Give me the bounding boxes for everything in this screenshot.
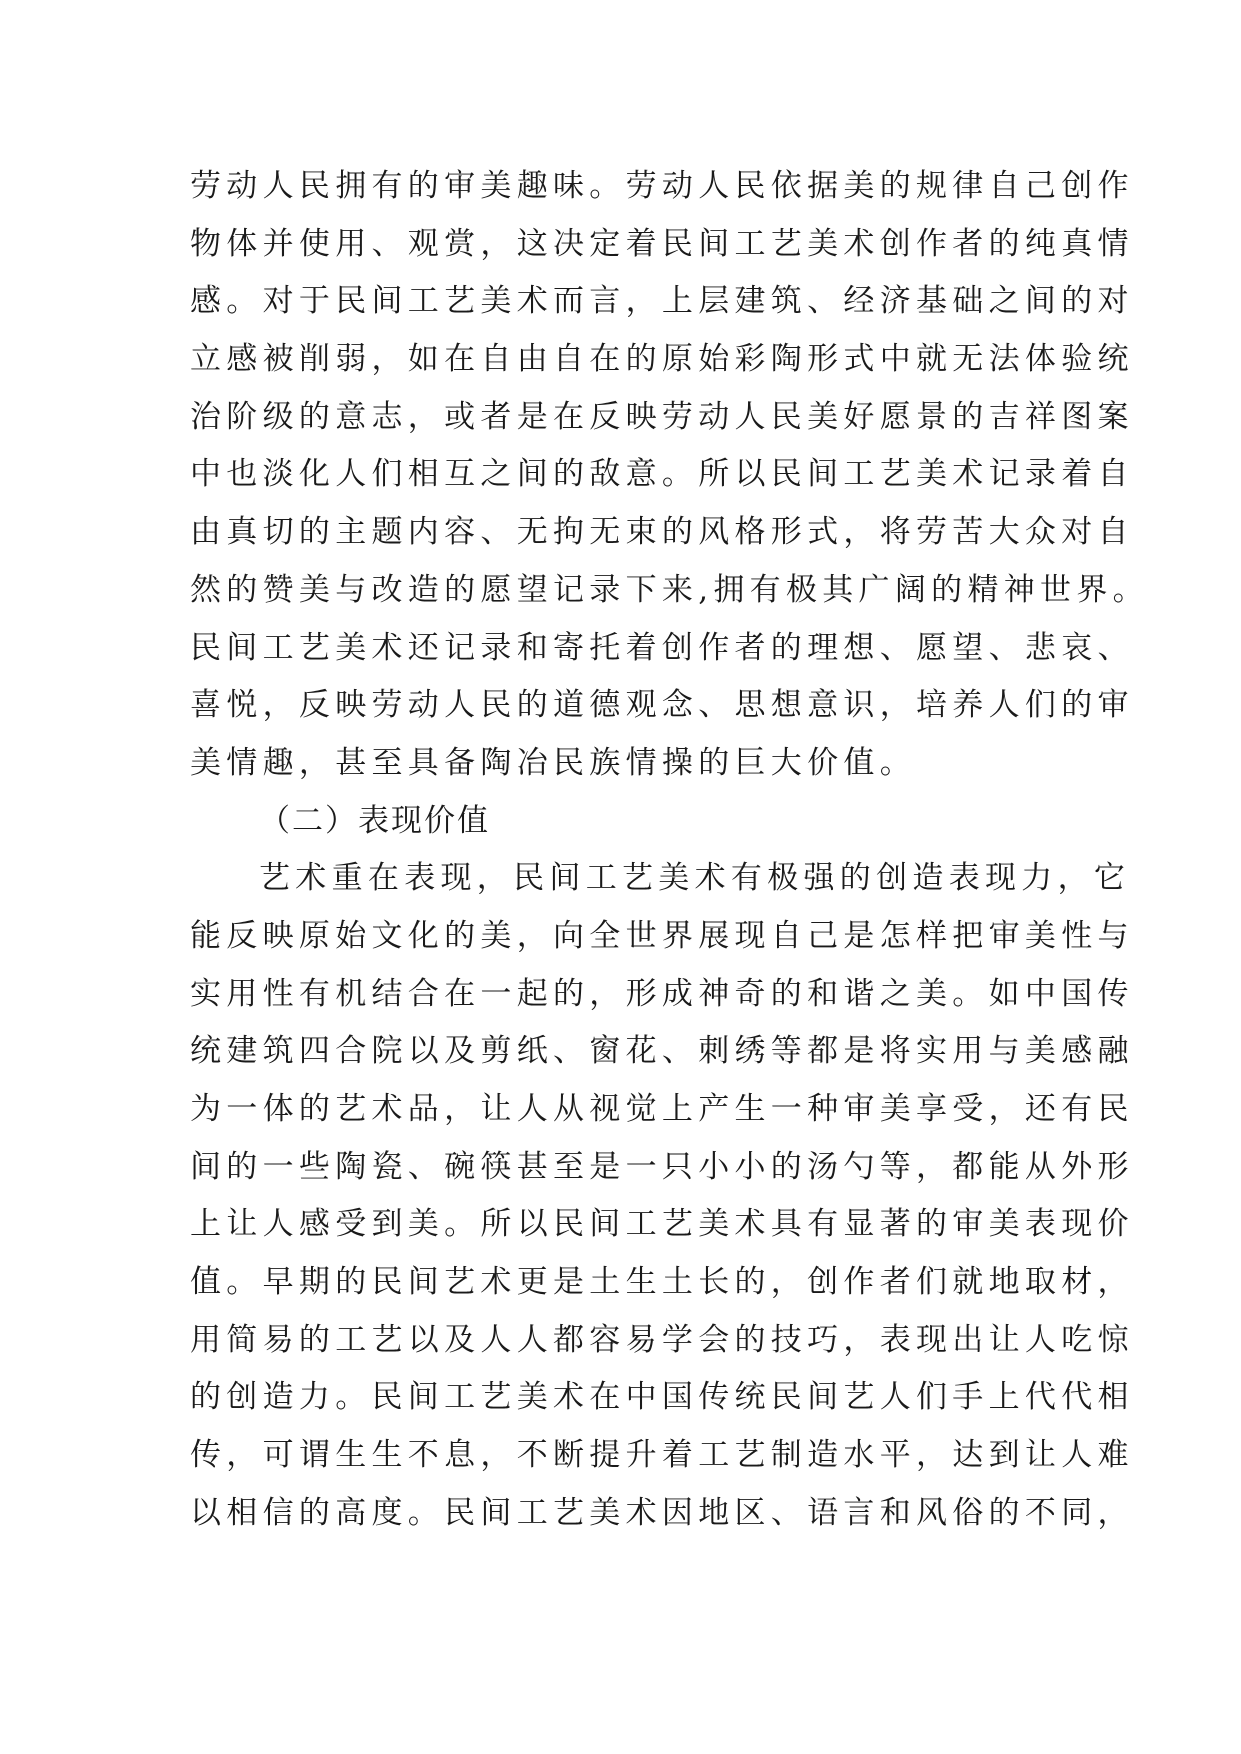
text-line: 然的赞美与改造的愿望记录下来,拥有极其广阔的精神世界。 [190,571,1149,608]
text-line: 物体并使用、观赏，这决定着民间工艺美术创作者的纯真情 [190,225,1134,262]
text-line: 实用性有机结合在一起的，形成神奇的和谐之美。如中国传 [190,975,1134,1012]
text-line: 间的一些陶瓷、碗筷甚至是一只小小的汤勺等，都能从外形 [190,1148,1134,1185]
text-line: 的创造力。民间工艺美术在中国传统民间艺人们手上代代相 [190,1379,1134,1416]
text-line: 中也淡化人们相互之间的敌意。所以民间工艺美术记录着自 [190,456,1134,493]
text-line: 治阶级的意志，或者是在反映劳动人民美好愿景的吉祥图案 [190,398,1134,435]
section-heading: （二）表现价值 [259,802,490,839]
text-line: 为一体的艺术品，让人从视觉上产生一种审美享受，还有民 [190,1091,1134,1127]
text-line: 感。对于民间工艺美术而言，上层建筑、经济基础之间的对 [190,283,1134,320]
text-line: 民间工艺美术还记录和寄托着创作者的理想、愿望、悲哀、 [190,629,1134,666]
text-line: 用简易的工艺以及人人都容易学会的技巧，表现出让人吃惊 [190,1321,1134,1358]
body-text [190,158,1149,1543]
text-line: 值。早期的民间艺术更是土生土长的，创作者们就地取材， [190,1264,1134,1301]
text-line: 立感被削弱，如在自由自在的原始彩陶形式中就无法体验统 [190,341,1134,378]
text-line: 能反映原始文化的美，向全世界展现自己是怎样把审美性与 [190,917,1134,954]
text-line: 传，可谓生生不息，不断提升着工艺制造水平，达到让人难 [190,1437,1134,1474]
text-line: 统建筑四合院以及剪纸、窗花、刺绣等都是将实用与美感融 [190,1033,1134,1070]
text-line: 上让人感受到美。所以民间工艺美术具有显著的审美表现价 [190,1206,1134,1243]
text-line: 劳动人民拥有的审美趣味。劳动人民依据美的规律自己创作 [190,168,1134,204]
text-line: 由真切的主题内容、无拘无束的风格形式，将劳苦大众对自 [190,514,1134,551]
text-line: 美情趣，甚至具备陶冶民族情操的巨大价值。 [190,744,916,781]
text-line: 以相信的高度。民间工艺美术因地区、语言和风俗的不同， [190,1494,1134,1531]
text-line: 喜悦，反映劳动人民的道德观念、思想意识，培养人们的审 [190,687,1134,724]
paragraph-first-line: 艺术重在表现，民间工艺美术有极强的创造表现力，它 [259,860,1131,897]
